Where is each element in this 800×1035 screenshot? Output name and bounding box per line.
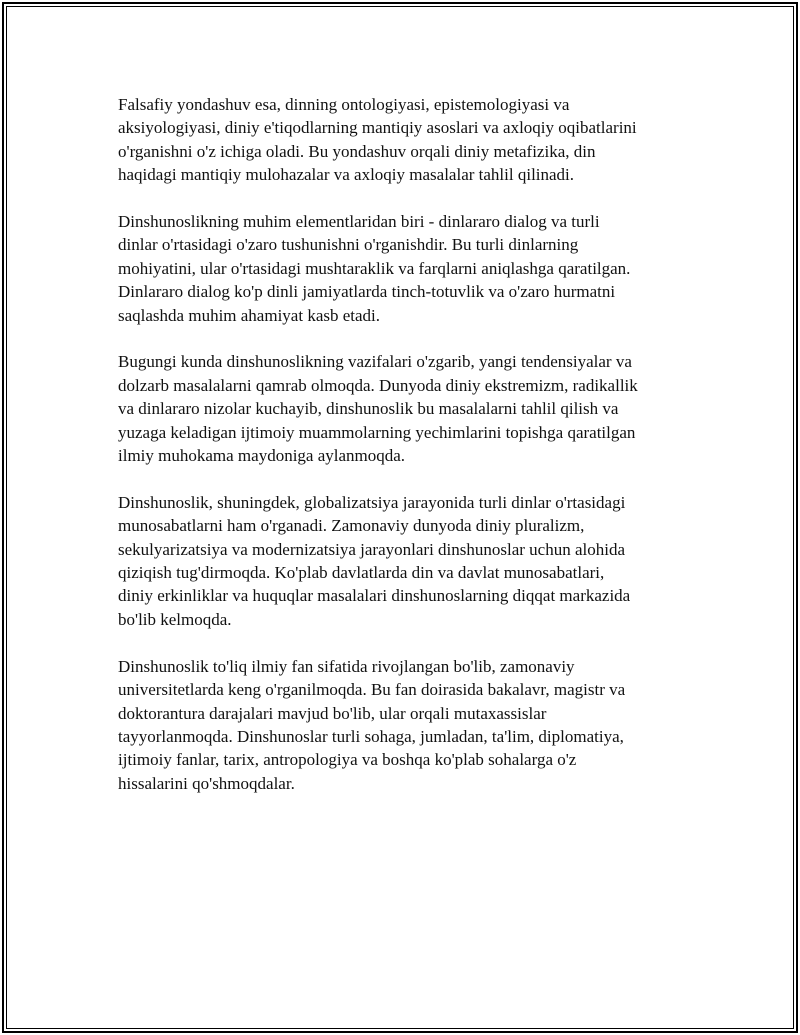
text-line: diniy erkinliklar va huquqlar masalalari dinshunoslarning diqqat markazida <box>118 586 631 606</box>
text-line: haqidagi mantiqiy mulohazalar va axloqiy masalalar tahlil qilinadi. <box>118 165 575 185</box>
paragraph-2 <box>118 210 698 327</box>
text-line: tayyorlanmoqda. Dinshunoslar turli sohaga, jumladan, ta'lim, diplomatiya, <box>118 726 624 746</box>
document-body <box>118 93 698 819</box>
text-line: dinlar o'rtasidagi o'zaro tushunishni o'rganishdir. Bu turli dinlarning <box>118 235 579 255</box>
text-line: qiziqish tug'dirmoqda. Ko'plab davlatlarda din va davlat munosabatlari, <box>118 563 605 583</box>
text-line: ijtimoiy fanlar, tarix, antropologiya va boshqa ko'plab sohalarga o'z <box>118 750 577 770</box>
text-line: ilmiy muhokama maydoniga aylanmoqda. <box>118 446 406 466</box>
text-line: sekulyarizatsiya va modernizatsiya jarayonlari dinshunoslar uchun alohida <box>118 539 626 559</box>
text-line: Dinshunoslik to'liq ilmiy fan sifatida rivojlangan bo'lib, zamonaviy <box>118 656 575 676</box>
text-line: mohiyatini, ular o'rtasidagi mushtaraklik va farqlarni aniqlashga qaratilgan. <box>118 258 631 278</box>
text-line: saqlashda muhim ahamiyat kasb etadi. <box>118 305 381 325</box>
text-line: bo'lib kelmoqda. <box>118 609 232 629</box>
text-line: hissalarini qo'shmoqdalar. <box>118 773 295 793</box>
text-line: yuzaga keladigan ijtimoiy muammolarning yechimlarini topishga qaratilgan <box>118 422 636 442</box>
text-line: dolzarb masalalarni qamrab olmoqda. Dunyoda diniy ekstremizm, radikallik <box>118 375 638 395</box>
text-line: va dinlararo nizolar kuchayib, dinshunoslik bu masalalarni tahlil qilish va <box>118 399 619 419</box>
text-line: aksiyologiyasi, diniy e'tiqodlarning mantiqiy asoslari va axloqiy oqibatlarini <box>118 118 637 138</box>
paragraph-4 <box>118 491 698 631</box>
text-line: Dinshunoslik, shuningdek, globalizatsiya jarayonida turli dinlar o'rtasidagi <box>118 492 626 512</box>
text-line: Bugungi kunda dinshunoslikning vazifalari o'zgarib, yangi tendensiyalar va <box>118 352 632 372</box>
text-line: munosabatlarni ham o'rganadi. Zamonaviy dunyoda diniy pluralizm, <box>118 516 585 536</box>
text-line: Dinshunoslikning muhim elementlaridan biri - dinlararo dialog va turli <box>118 212 600 232</box>
text-line: Falsafiy yondashuv esa, dinning ontologiyasi, epistemologiyasi va <box>118 95 570 114</box>
text-line: o'rganishni o'z ichiga oladi. Bu yondashuv orqali diniy metafizika, din <box>118 141 596 161</box>
paragraph-1 <box>118 93 698 187</box>
text-line: doktorantura darajalari mavjud bo'lib, ular orqali mutaxassislar <box>118 703 547 723</box>
text-line: Dinlararo dialog ko'p dinli jamiyatlarda tinch-totuvlik va o'zaro hurmatni <box>118 282 616 302</box>
paragraph-3 <box>118 350 698 467</box>
paragraph-5 <box>118 655 698 795</box>
text-line: universitetlarda keng o'rganilmoqda. Bu fan doirasida bakalavr, magistr va <box>118 680 626 700</box>
